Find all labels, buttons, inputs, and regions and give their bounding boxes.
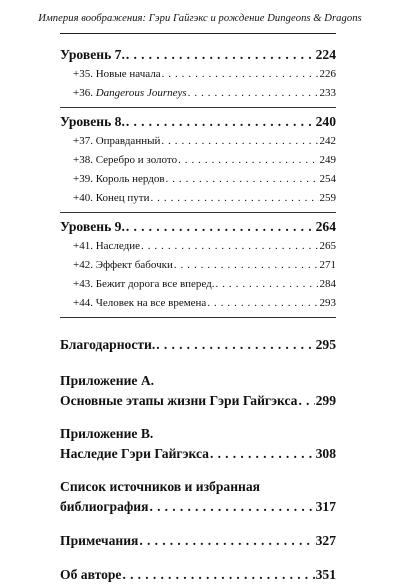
page-number: 293 [319, 297, 336, 309]
toc-level-7[interactable] [60, 44, 336, 65]
page-number: 233 [319, 87, 336, 99]
section-divider [60, 107, 336, 108]
toc-chapter-title: +39. Король нердов [73, 173, 165, 185]
toc-level-title: Уровень 9. [60, 219, 125, 234]
toc-chapter-title: +35. Новые начала [73, 68, 161, 80]
toc-entry-title: Благодарности. [60, 337, 156, 352]
dot-leader [139, 530, 314, 551]
dot-leader [174, 256, 319, 275]
page-number: 249 [319, 154, 336, 166]
toc-chapter-36[interactable] [60, 84, 336, 103]
toc-chapter-40[interactable] [60, 189, 336, 208]
chapter-number: +36. [73, 87, 96, 99]
dot-leader [122, 564, 314, 585]
page-number: 308 [315, 446, 336, 461]
dot-leader [178, 151, 318, 170]
running-title: Империя воображения: Гэри Гайгэкс и рождение [38, 13, 268, 24]
dot-leader [141, 237, 318, 256]
spacer [60, 411, 336, 424]
toc-acknowledgements[interactable] [60, 334, 336, 355]
spacer [60, 464, 336, 477]
running-title-italic: Dungeons & Dragons [267, 13, 362, 24]
toc-appendix-b[interactable] [60, 443, 336, 464]
dot-leader [207, 294, 318, 313]
page-number: 224 [315, 47, 336, 62]
toc-chapter-44[interactable] [60, 294, 336, 313]
toc-entry-title: Основные этапы жизни Гэри Гайгэкса [60, 393, 298, 408]
page-number: 242 [319, 135, 336, 147]
toc-chapter-39[interactable] [60, 170, 336, 189]
toc-chapter-42[interactable] [60, 256, 336, 275]
spacer [60, 321, 336, 334]
page-number: 271 [319, 259, 336, 271]
page-number: 226 [319, 68, 336, 80]
toc-chapter-35[interactable] [60, 65, 336, 84]
dot-leader [188, 84, 319, 103]
page-number: 351 [315, 567, 336, 582]
toc-chapter-38[interactable] [60, 151, 336, 170]
toc-chapter-title [73, 84, 187, 103]
toc-entry-title: библиография [60, 499, 149, 514]
page-number: 254 [319, 173, 336, 185]
running-header [0, 13, 400, 24]
page-number: 299 [315, 393, 336, 408]
toc-level-9[interactable] [60, 216, 336, 237]
dot-leader [126, 44, 315, 65]
spacer [60, 551, 336, 564]
dot-leader [210, 443, 315, 464]
dot-leader [161, 132, 318, 151]
toc-appendix-a-heading: Приложение А. [60, 373, 155, 388]
toc-about-author[interactable] [60, 564, 336, 585]
toc-chapter-title: +40. Конец пути [73, 192, 150, 204]
toc-chapter-title: +44. Человек на все времена [73, 297, 207, 309]
toc-chapter-43[interactable] [60, 275, 336, 294]
spacer [60, 517, 336, 530]
table-of-contents [60, 44, 336, 585]
toc-level-title: Уровень 8. [60, 114, 125, 129]
toc-entry-title: Об авторе [60, 567, 122, 582]
dot-leader [126, 216, 315, 237]
toc-sources-heading: Список источников и избранная [60, 479, 261, 494]
page-number: 295 [315, 337, 336, 352]
page-number: 264 [315, 219, 336, 234]
dot-leader [162, 65, 319, 84]
dot-leader [166, 170, 319, 189]
dot-leader [156, 334, 314, 355]
page-number: 240 [315, 114, 336, 129]
page-number: 284 [319, 278, 336, 290]
toc-chapter-title: +41. Наследие [73, 240, 141, 252]
page-number: 265 [319, 240, 336, 252]
toc-notes[interactable] [60, 530, 336, 551]
chapter-title-italic: Dangerous Journeys [95, 87, 187, 99]
toc-chapter-title: +43. Бежит дорога все вперед. [73, 278, 215, 290]
toc-chapter-title: +38. Серебро и золото [73, 154, 178, 166]
toc-entry-title: Примечания [60, 533, 139, 548]
page-number: 327 [315, 533, 336, 548]
spacer [60, 355, 336, 371]
toc-chapter-37[interactable] [60, 132, 336, 151]
toc-level-title: Уровень 7. [60, 47, 125, 62]
toc-appendix-a[interactable] [60, 390, 336, 411]
dot-leader [126, 111, 315, 132]
toc-chapter-title: +37. Оправданный [73, 135, 161, 147]
toc-chapter-41[interactable] [60, 237, 336, 256]
section-divider [60, 317, 336, 318]
toc-bibliography[interactable] [60, 496, 336, 517]
page-number: 317 [315, 499, 336, 514]
toc-appendix-b-heading: Приложение В. [60, 426, 154, 441]
toc-level-8[interactable] [60, 111, 336, 132]
dot-leader [298, 390, 314, 411]
dot-leader [149, 496, 314, 517]
header-rule [60, 33, 336, 34]
toc-entry-title: Наследие Гэри Гайгэкса [60, 446, 209, 461]
dot-leader [150, 189, 318, 208]
section-divider [60, 212, 336, 213]
toc-chapter-title: +42. Эффект бабочки [73, 259, 173, 271]
page-number: 259 [319, 192, 336, 204]
dot-leader [216, 275, 319, 294]
